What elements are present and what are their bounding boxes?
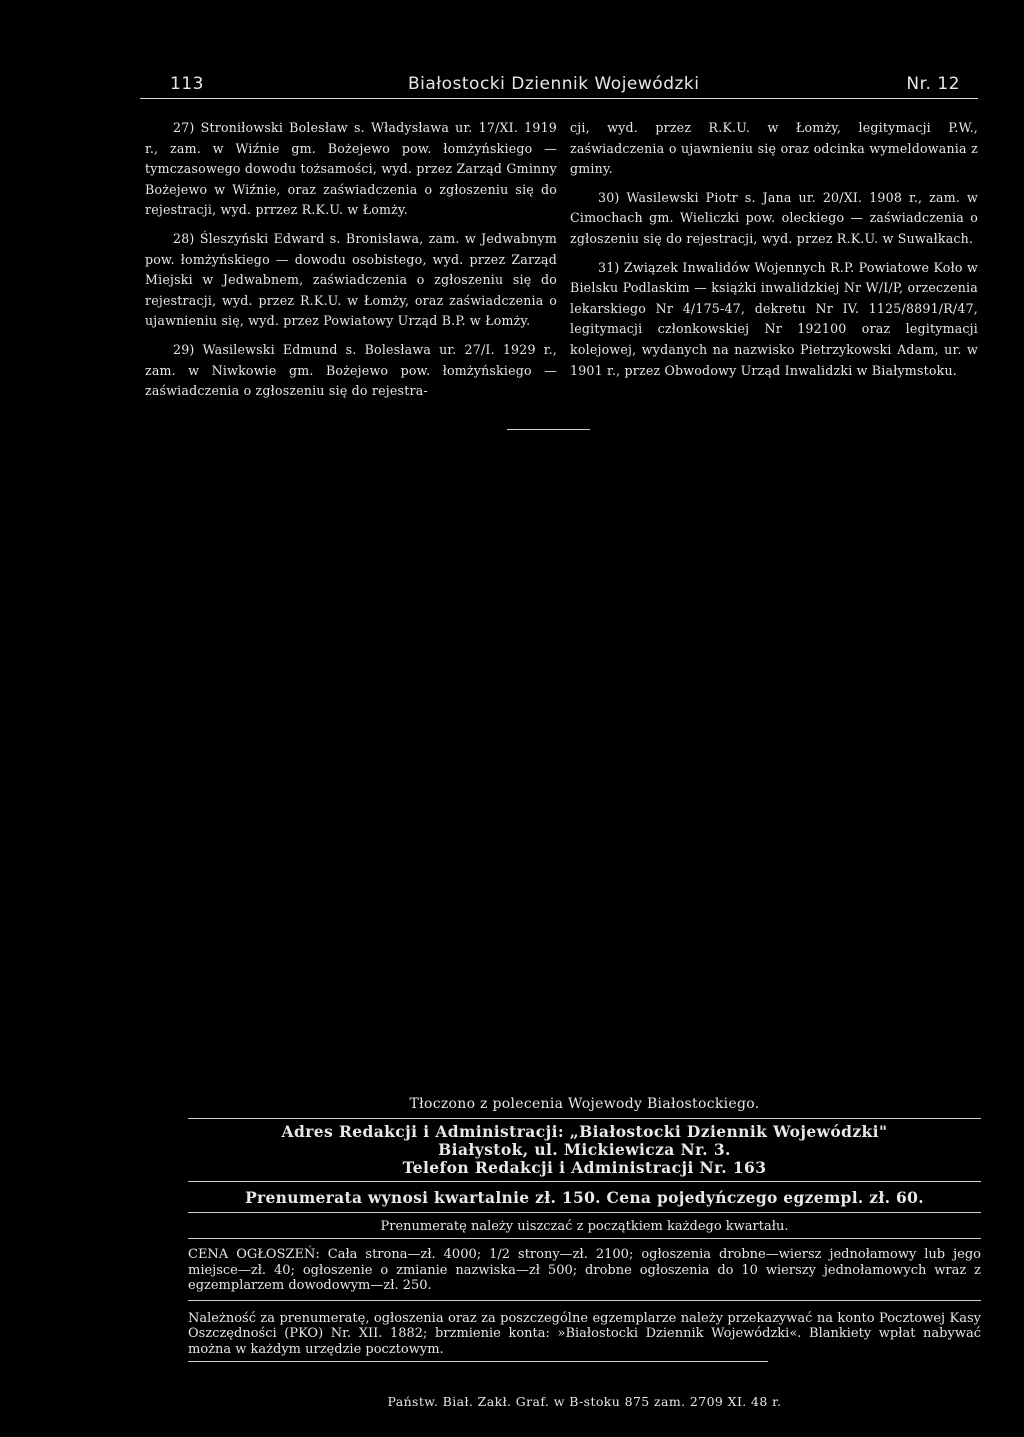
subscription-price: Prenumerata wynosi kwartalnie zł. 150. Cena pojedyńczego egzempl. zł. 60. (245, 1188, 924, 1207)
journal-title: Białostocki Dziennik Wojewódzki (408, 74, 700, 94)
page-number: 113 (170, 74, 204, 94)
payment-info: Należność za prenumeratę, ogłoszenia oraz za poszczególne egzemplarze należy przekazywać na konto Pocztowej Kasy Oszczędności (PKO) Nr. XII. 1882; brzmienie konta: »Białostocki Dziennik Wojewódzki«. Blankiety wpłat nabywać można w każdym urzędzie pocztowym. (188, 1310, 981, 1357)
page-header (140, 72, 978, 99)
right-column (570, 118, 978, 389)
printed-by-note: Tłoczono z polecenia Wojewody Białostockiego. (409, 1096, 760, 1112)
editorial-address (188, 1119, 981, 1181)
publication-footer (188, 1096, 981, 1409)
address-line-1: Adres Redakcji i Administracji: „Białostocki Dziennik Wojewódzki" (281, 1122, 888, 1141)
entry-31: 31) Związek Inwalidów Wojennych R.P. Powiatowe Koło w Bielsku Podlaskim — książki inwalidzkiej Nr W/I/P, orzeczenia lekarskiego Nr 4/175-47, dekretu Nr IV. 1125/8891/R/47, legitymacji członkowskiej Nr 192100 oraz legitymacji kolejowej, wydanych na nazwisko Pietrzykowski Adam, ur. w 1901 r., przez Obwodowy Urząd Inwalidzki w Białymstoku. (570, 259, 978, 378)
advertisement-prices: CENA OGŁOSZEŃ: Cała strona—zł. 4000; 1/2 strony—zł. 2100; ogłoszenia drobne—wiersz jednołamowy lub jego miejsce—zł. 40; ogłoszenie o zmianie nazwiska—zł 500; drobne ogłoszenia do 10 wierszy jednołamowych wraz z egzemplarzem dowodowym—zł. 250. (188, 1247, 981, 1293)
entry-30: 30) Wasilewski Piotr s. Jana ur. 20/XI. 1908 r., zam. w Cimochach gm. Wieliczki pow. oleckiego — zaświadczenia o zgłoszeniu się do rejestracji, wyd. przez R.K.U. w Suwałkach. (570, 189, 978, 246)
left-column (145, 118, 557, 410)
section-divider (507, 429, 590, 430)
subscription-note: Prenumeratę należy uiszczać z początkiem każdego kwartału. (380, 1219, 789, 1234)
entry-29: 29) Wasilewski Edmund s. Bolesława ur. 27/I. 1929 r., zam. w Niwkowie gm. Bożejewo pow. łomżyńskiego — zaświadczenia o zgłoszeniu się do rejestra- (145, 341, 557, 399)
printer-imprint: Państw. Biał. Zakł. Graf. w B-stoku 875 zam. 2709 XI. 48 r. (387, 1394, 782, 1409)
issue-number: Nr. 12 (906, 74, 960, 94)
address-line-2: Białystok, ul. Mickiewicza Nr. 3. (438, 1140, 731, 1159)
entry-29-continuation: cji, wyd. przez R.K.U. w Łomży, legitymacji P.W., zaświadczenia o ujawnieniu się oraz odcinka wymeldowania z gminy. (570, 120, 978, 177)
entry-28: 28) Śleszyński Edward s. Bronisława, zam. w Jedwabnym pow. łomżyńskiego — dowodu osobistego, wyd. przez Zarząd Miejski w Jedwabnem, zaświadczenia o zgłoszeniu się do rejestracji, wyd. przez R.K.U. w Łomży, oraz zaświadczenia o ujawnieniu się, wyd. przez Powiatowy Urząd B.P. w Łomży. (145, 230, 557, 329)
address-line-3: Telefon Redakcji i Administracji Nr. 163 (402, 1158, 767, 1177)
entry-27: 27) Stroniłowski Bolesław s. Władysława ur. 17/XI. 1919 r., zam. w Wiźnie gm. Bożejewo pow. łomżyńskiego — tymczasowego dowodu tożsamości, wyd. przez Zarząd Gminny Bożejewo w Wiźnie, oraz zaświadczenia o zgłoszeniu się do rejestracji, wyd. prrzez R.K.U. w Łomży. (145, 120, 557, 218)
